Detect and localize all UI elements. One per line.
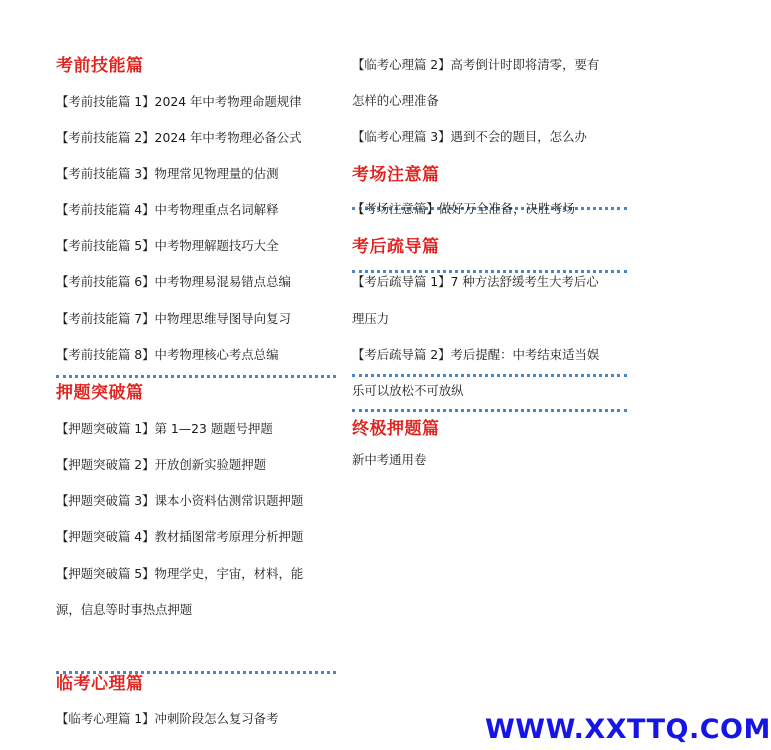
list-item-continuation[interactable]: 乐可以放松不可放纵	[352, 383, 464, 398]
section-heading-exam-room: 考场注意篇	[352, 165, 440, 185]
list-item[interactable]: 【考后疏导篇 1】7 种方法舒缓考生大考后心	[352, 274, 599, 289]
list-item[interactable]: 新中考通用卷	[352, 452, 427, 467]
list-item[interactable]: 【考前技能篇 4】中考物理重点名词解释	[56, 202, 279, 217]
list-item[interactable]: 【临考心理篇 3】遇到不会的题目，怎么办	[352, 129, 587, 144]
list-item[interactable]: 【考前技能篇 8】中考物理核心考点总编	[56, 347, 279, 362]
list-item[interactable]: 【考前技能篇 7】中物理思维导图导向复习	[56, 311, 291, 326]
list-item-continuation[interactable]: 源，信息等时事热点押题	[56, 602, 193, 617]
list-item[interactable]: 【考前技能篇 6】中考物理易混易错点总编	[56, 274, 291, 289]
section-heading-skills: 考前技能篇	[56, 56, 144, 76]
site-watermark: WWW.XXTTQ.COM	[485, 714, 771, 745]
section-heading-predict: 押题突破篇	[56, 383, 144, 403]
list-item[interactable]: 【考后疏导篇 2】考后提醒：中考结束适当娱	[352, 347, 600, 362]
section-divider	[56, 375, 336, 378]
list-item[interactable]: 【临考心理篇 1】冲刺阶段怎么复习备考	[56, 711, 279, 726]
list-item[interactable]: 【押题突破篇 4】教材插图常考原理分析押题	[56, 529, 304, 544]
section-divider	[352, 374, 627, 377]
section-heading-psychology: 临考心理篇	[56, 674, 144, 694]
section-heading-after-exam: 考后疏导篇	[352, 237, 440, 257]
list-item[interactable]: 【考前技能篇 3】物理常见物理量的估测	[56, 166, 279, 181]
list-item-continuation[interactable]: 理压力	[352, 311, 390, 326]
list-item-continuation[interactable]: 怎样的心理准备	[352, 93, 439, 108]
list-item[interactable]: 【考前技能篇 5】中考物理解题技巧大全	[56, 238, 279, 253]
list-item[interactable]: 【考前技能篇 2】2024 年中考物理必备公式	[56, 130, 302, 145]
list-item[interactable]: 【临考心理篇 2】高考倒计时即将清零，要有	[352, 57, 600, 72]
section-heading-final: 终极押题篇	[352, 419, 440, 439]
list-item[interactable]: 【考前技能篇 1】2024 年中考物理命题规律	[56, 94, 302, 109]
list-item[interactable]: 【押题突破篇 3】课本小资料估测常识题押题	[56, 493, 304, 508]
list-item[interactable]: 【押题突破篇 5】物理学史，宇宙，材料，能	[56, 566, 304, 581]
section-divider	[352, 409, 627, 412]
list-item[interactable]: 【押题突破篇 1】第 1—23 题题号押题	[56, 421, 273, 436]
list-item[interactable]: 【押题突破篇 2】开放创新实验题押题	[56, 457, 267, 472]
list-item[interactable]: 【考场注意篇】做好万全准备，决胜考场	[352, 201, 576, 216]
